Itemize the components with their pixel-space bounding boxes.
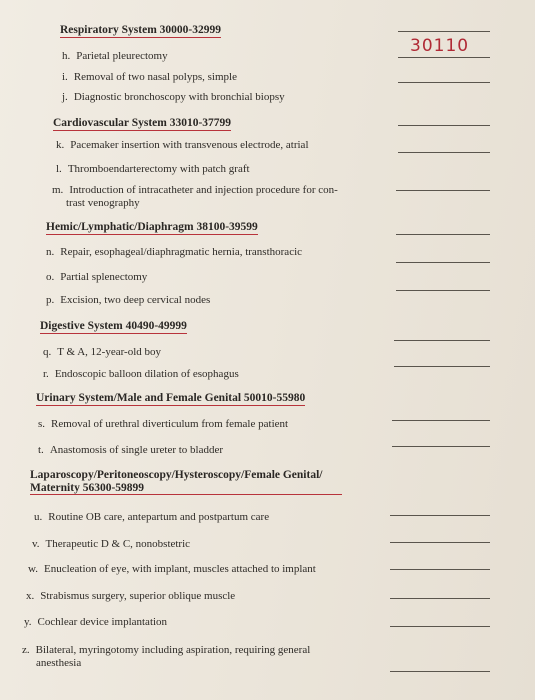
list-item-q: q. T & A, 12-year-old boy <box>43 346 162 358</box>
list-item-y: y. Cochlear device implantation <box>24 616 168 628</box>
list-item-u: u. Routine OB care, antepartum and postpartum care <box>34 511 270 523</box>
list-item-h: h. Parietal pleurectomy <box>62 50 168 62</box>
answer-blank-j[interactable] <box>398 82 490 83</box>
list-item-p: p. Excision, two deep cervical nodes <box>46 294 211 306</box>
answer-blank-p[interactable] <box>396 290 490 291</box>
answer-blank-x[interactable] <box>390 598 490 599</box>
answer-blank-u[interactable] <box>390 515 490 516</box>
list-item-o: o. Partial splenectomy <box>46 271 148 283</box>
section-heading-text: Urinary System/Male and Female Genital 50010-55980 <box>36 392 306 404</box>
section-heading-urinary <box>36 392 305 405</box>
section-heading-laparoscopy <box>30 469 322 495</box>
list-item-l: l. Thromboendarterectomy with patch graft <box>56 163 250 175</box>
list-item-n: n. Repair, esophageal/diaphragmatic hernia, transthoracic <box>46 246 303 258</box>
section-heading-text-line2: Maternity 56300-59899 <box>30 482 145 494</box>
handwritten-answer-h: 30110 <box>410 36 470 56</box>
answer-blank-q[interactable] <box>394 340 490 341</box>
answer-blank-z[interactable] <box>390 671 490 672</box>
section-heading-text: Cardiovascular System 33010-37799 <box>53 117 232 129</box>
list-item-t: t. Anastomosis of single ureter to bladder <box>38 444 224 456</box>
list-item-j: j. Diagnostic bronchoscopy with bronchial biopsy <box>62 91 285 103</box>
list-item-r: r. Endoscopic balloon dilation of esophagus <box>43 368 239 380</box>
section-heading-respiratory <box>60 24 221 37</box>
answer-blank-y[interactable] <box>390 626 490 627</box>
section-heading-text: Hemic/Lymphatic/Diaphragm 38100-39599 <box>46 221 258 233</box>
list-item-z: z. Bilateral, myringotomy including aspiration, requiring general anesthesia <box>22 644 311 669</box>
list-item-x: x. Strabismus surgery, superior oblique muscle <box>26 590 236 602</box>
section-heading-text: Digestive System 40490-49999 <box>40 320 187 332</box>
answer-blank-o[interactable] <box>396 262 490 263</box>
section-heading-text: Respiratory System 30000-32999 <box>60 24 221 36</box>
answer-blank-t[interactable] <box>392 446 490 447</box>
section-heading-text-line1: Laparoscopy/Peritoneoscopy/Hysteroscopy/Female Genital/ <box>30 469 323 481</box>
answer-blank-h[interactable] <box>398 31 490 32</box>
list-item-s: s. Removal of urethral diverticulum from female patient <box>38 418 289 430</box>
answer-blank-n[interactable] <box>396 234 490 235</box>
list-item-m: m. Introduction of intracatheter and injection procedure for con- trast venography <box>52 184 338 209</box>
list-item-k: k. Pacemaker insertion with transvenous electrode, atrial <box>56 139 309 151</box>
answer-blank-w[interactable] <box>390 569 490 570</box>
list-item-i: i. Removal of two nasal polyps, simple <box>62 71 237 83</box>
answer-blank-l[interactable] <box>398 152 490 153</box>
section-heading-cardiovascular <box>53 117 231 130</box>
answer-blank-v[interactable] <box>390 542 490 543</box>
answer-blank-k[interactable] <box>398 125 490 126</box>
answer-blank-s[interactable] <box>392 420 490 421</box>
list-item-v: v. Therapeutic D & C, nonobstetric <box>32 538 191 550</box>
list-item-w: w. Enucleation of eye, with implant, muscles attached to implant <box>28 563 316 575</box>
section-heading-hemic <box>46 221 258 234</box>
answer-blank-m[interactable] <box>396 190 490 191</box>
answer-blank-i[interactable] <box>398 57 490 58</box>
section-heading-digestive <box>40 320 187 333</box>
section-underline <box>30 494 342 495</box>
answer-blank-r[interactable] <box>394 366 490 367</box>
